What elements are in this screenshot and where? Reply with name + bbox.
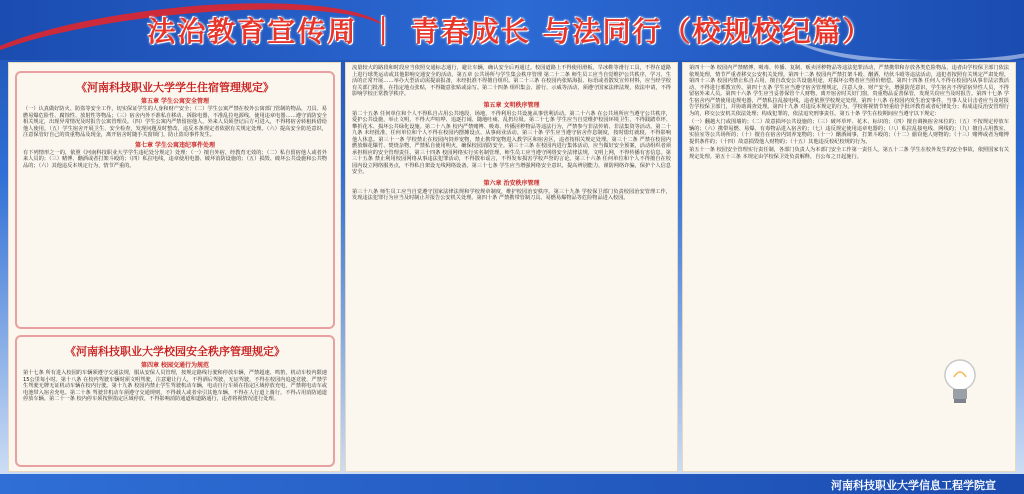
civility-chapter-text: 第二十五条 任何单位和个人不得私自占用公共地段、场地，不得利用公共设施从事营利活动。第二十六条 在公共场所应当遵守公共秩序，爱护公共设施，举止文明，不得大声喧哗、追逐打闹、随地吐痰、乱扔垃圾。第二十七条 学生应当自觉维护校园环境卫生，不得践踏草坪、攀折花木、损坏公共绿化设施。第二十八条 校内严禁赌博、吸毒、传播淫秽物品等违法行为，严禁参与非法传销、非法集资等活动。第二十九条 未经批准，任何单位和个人不得在校园内摆摊设点、从事商业活动。第三十条 学生应当遵守宿舍作息制度，按时熄灯就寝，不得影响他人休息。第三十一条 学校禁止在校园内饲养宠物，禁止携带宠物进入教学区和宿舍区，违者按相关规定处理。第三十二条 严禁在校园内燃放烟花爆竹、焚烧杂物，严禁私自使用明火，确保校园消防安全。第三十三条 在校园内进行集体活动，应当做好安全预案，活动组织者须承担相应的安全管理责任。第三十四条 校园网络实行实名制管理，师生员工应当遵守网络安全法律法规，文明上网，不得传播有害信息。第三十五条 禁止利用校园网络从事违法犯罪活动，不得散布谣言，不得发布损害学校声誉的言论。第三十六条 任何单位和个人不得擅自在校园内设立网络服务点，不得私自架设无线网络设备。第三十七条 学生应当增强网络安全意识，提高辨别能力，谨防网络诈骗，保护个人信息安全。 xyxy=(352,110,671,175)
public-security-chapter: 第六章 治安秩序管理 xyxy=(483,179,540,187)
content-panels xyxy=(8,62,1016,472)
public-security-text: 第三十八条 师生员工应当自觉遵守国家法律法规和学校规章制度，维护校园治安秩序。第三十九条 学校保卫部门负责校园治安管理工作，发现违法犯罪行为应当及时制止并报告公安机关处理。第四十条 严禁携带管制刀具、易燃易爆物品等危险物品进入校园。 xyxy=(352,188,671,201)
footer-bar xyxy=(0,474,1024,494)
dorm-rules-title: 《河南科技职业大学学生住宿管理规定》 xyxy=(76,81,274,94)
dorm-chapter-five-text: （一）认真做好防火、防盗等安全工作，切实保证学生的人身和财产安全；（二）学生公寓严禁在校外公寓部门管制的物品，刀具、易燃易爆危险性、腐蚀性、放射性等物品；（三）宿舍内外不准私自移动、拆除电器，不准乱拉电源线，使用违章电器……遵守消防安全相关规定，出现异常情况及时报告公寓管理员。（四）学生公寓内严禁留宿他人，外来人员须登记后方可进入，不得将宿舍转租转借给他人使用。（五）学生宿舍开展卫生、安全检查，发现问题及时整改，违反本条规定者依据有关规定处理。（六）提高安全防范意识，注意保管好自己的贵重物品及现金，离开宿舍时随手关窗锁门，防止盗窃事件发生。 xyxy=(23,106,327,138)
header-banner xyxy=(0,0,1024,60)
right-text-bottom: 第五十一条 校园安全管理实行责任制，各部门负责人为本部门安全工作第一责任人。第五十二条 学生在校外发生的安全事故，依照国家有关规定处理。第五十三条 本规定由学校保卫处负责解释，自公布之日起施行。 xyxy=(689,147,1009,160)
dorm-chapter-seven-text: 有下列情形之一的，依照《河南科技职业大学学生违纪处分规定》处理：（一）擅自外宿，经教育无效的；（二）私自留宿他人或者外来人员的；（三）赌博、酗酒或者打架斗殴的；（四）私拉电线，违章使用电器、破坏消防设施的；（五）损毁、破坏公共设施和公共物品的；（六）其他违反本规定行为，情节严重的。 xyxy=(23,149,327,169)
lightbulb-icon xyxy=(940,355,980,415)
dorm-chapter-five: 第五章 学生公寓安全管理 xyxy=(140,98,210,105)
middle-text-top: 流量较大的路段和时段应当依照交通标志通行，避让车辆，确认安全后再通过。校园道路上不得使用滑板、旱冰鞋等滑行工具，不得在道路上进行球类运动或其他影响交通安全的活动。第五章 公共场所与学生集会秩序管理 第二十二条 师生员工应当自觉维护公共秩序，学习、生活的正常开展……举办大型活动需提前报备，未经批准不得擅自组织。第二十三条 在校园内张贴海报、标语或者散发宣传材料，应当经学校有关部门批准，在指定地点张贴，不得随意张贴或涂写。第二十四条 组织集会、游行、示威等活动，须遵守国家法律法规，依法申请，不得影响学校正常教学秩序。 xyxy=(352,65,671,97)
dorm-rules-box xyxy=(15,71,335,329)
school-credit: 河南科技职业大学信息工程学院宣 xyxy=(831,479,996,492)
right-text-top: 第四十一条 校园内严禁赌博、吸毒、传播、复制、贩卖淫秽物品等违法犯罪活动，严禁携带和存放各类危险物品，违者由学校保卫部门依法依规处理，情节严重者移交公安机关处理。第四十二条 校园内严禁打架斗殴、酗酒、结伙斗殴等违法活动，违犯者按照有关规定严肃处理。第四十三条 校园内禁止私自占用、擅自改变公共设施用途，对损坏公物者应当照价赔偿。第四十四条 任何人不得在校园内从事非法宗教活动，不得进行邪教宣传。第四十五条 学生应当遵守宿舍管理规定，注意人身、财产安全，增强防范意识，学生宿舍不得留宿异性人员，不得留宿外来人员。第四十六条 学生应当妥善保管个人财物，离开宿舍时关好门窗，贵重物品妥善保管，发现失窃应当及时报告。第四十七条 学生宿舍内严禁使用违规电器，严禁私拉乱接电线，违者依照学校规定处理。第四十八条 在校园内发生治安事件，当事人及目击者应当及时报告学校保卫部门，并协助调查处理。第四十九条 对违反本规定的行为，学校将视情节轻重给予批评教育或者纪律处分；构成违反治安管理行为的，移交公安机关依法处理；构成犯罪的，依法追究刑事责任。第五十条 学生在校期间应当遵守以下规定： xyxy=(689,65,1009,117)
campus-safety-title: 《河南科技职业大学校园安全秩序管理规定》 xyxy=(65,345,285,358)
traffic-chapter: 第四章 校园交通行为规范 xyxy=(140,362,210,369)
page-title: 法治教育宣传周 ｜ 青春成长 与法同行（校规校纪篇） xyxy=(147,15,873,48)
dorm-chapter-seven: 第七章 学生公寓违纪事件处理 xyxy=(134,141,216,149)
left-panel xyxy=(8,62,341,472)
middle-panel xyxy=(345,62,678,472)
violation-list: （一）翻越大门或围墙的；（二）故意损坏公共设施的；（三）破坏草坪、花木、标识的；（四）擅自调换宿舍床位的；（五）不按规定停放车辆的；（六）携带易燃、易爆、有毒物品进入宿舍的；（七）违反规定使用违章电器的；（八）私拉乱接电线、网线的；（九）擅自占用教室、实验室等公共场所的；（十）擅自在宿舍内饲养宠物的；（十一）酗酒闹事，打架斗殴的；（十二）偷窃他人财物的；（十三）赌博或者为赌博提供条件的；（十四）故意损毁他人财物的；（十五）其他违反校纪校规的行为。 xyxy=(689,119,1009,145)
civility-chapter: 第五章 文明秩序管理 xyxy=(483,101,540,109)
traffic-chapter-text: 第十七条 所有进入校园的车辆须遵守交通法规，服从安保人员管理，按规定路线行驶和停放车辆，严禁超速、鸣笛，机动车校内限速15公里每小时。第十八条 在校内驾驶车辆时须文明驾驶，注意避让行人，不得酒后驾驶、无证驾驶，不得在校园内追逐竞驶，严禁学生驾驶无牌无证机动车辆在校内行驶。第十九条 校园内禁止学生驾驶机动车辆，电动自行车须在指定区域停放充电，严禁将电动车或电池带入宿舍充电。第二十条 驾驶非机动车须遵守交通规则，不得载人或者牵引其他车辆，不得在人行道上骑行，不得占用消防通道停放车辆。第二十一条 校内停车须按照指定区域停放，不得影响消防通道和道路通行，违者将视情况进行处理。 xyxy=(23,370,327,402)
campus-safety-box xyxy=(15,335,335,467)
